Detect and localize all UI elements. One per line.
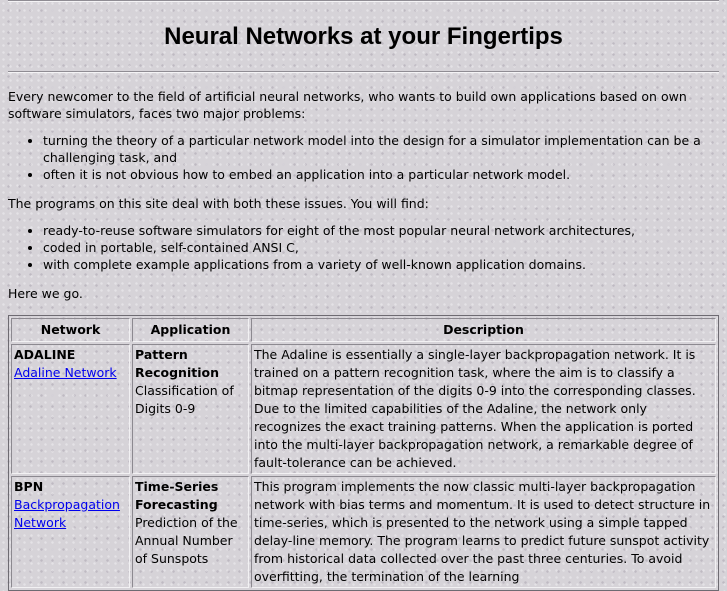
list-item: • with complete example applications from a variety of well-known application domains. (43, 256, 719, 273)
table-header-row (11, 318, 716, 342)
application-name: Time-Series Forecasting (135, 479, 219, 512)
application-cell (132, 476, 249, 588)
header-network: Network (11, 318, 130, 342)
network-link-adaline[interactable]: Adaline Network (14, 365, 117, 380)
intro-paragraph: Every newcomer to the field of artificial neural networks, who wants to build own applications based on own software simulators, faces two major problems: (8, 89, 687, 121)
title-divider (8, 71, 719, 73)
application-name: Pattern Recognition (135, 347, 219, 380)
network-cell (11, 344, 130, 474)
header-description: Description (251, 318, 716, 342)
description-cell: This program implements the now classic multi-layer backpropagation network with bias terms and momentum. It is used to detect structure in time-series, which is presented to the network using a simple tapped delay-line memory. The program learns to predict future sunspot activity from historical data collected over the past three centuries. To avoid overfitting, the termination of the learning (251, 476, 716, 588)
description-cell: The Adaline is essentially a single-layer backpropagation network. It is trained on a pattern recognition task, where the aim is to classify a bitmap representation of the digits 0-9 into the corresponding classes. Due to the limited capabilities of the Adaline, the network only recognizes the exact training patterns. When the application is ported into the multi-layer backpropagation network, a remarkable degree of fault-tolerance can be achieved. (251, 344, 716, 474)
application-cell (132, 344, 249, 474)
top-divider (8, 0, 719, 2)
list-item: • often it is not obvious how to embed an application into a particular network model. (43, 166, 719, 183)
problems-list (8, 132, 719, 183)
application-detail: Classification of Digits 0-9 (135, 383, 234, 416)
network-name: ADALINE (14, 347, 76, 362)
table-row (11, 476, 716, 588)
features-list (8, 222, 719, 273)
list-item: • turning the theory of a particular network model into the design for a simulator implementation can be a challenging task, and (43, 132, 719, 166)
find-paragraph: The programs on this site deal with both these issues. You will find: (8, 196, 429, 211)
table-row (11, 344, 716, 474)
list-item: • ready-to-reuse software simulators for eight of the most popular neural network architectures, (43, 222, 719, 239)
network-name: BPN (14, 479, 44, 494)
header-application: Application (132, 318, 249, 342)
page-title: Neural Networks at your Fingertips (164, 23, 563, 50)
network-cell (11, 476, 130, 588)
network-link-bpn[interactable]: Backpropagation Network (14, 497, 120, 530)
networks-table (8, 315, 719, 591)
application-detail: Prediction of the Annual Number of Sunspots (135, 515, 238, 566)
here-we-go-paragraph: Here we go. (8, 286, 83, 301)
list-item: • coded in portable, self-contained ANSI C, (43, 239, 719, 256)
